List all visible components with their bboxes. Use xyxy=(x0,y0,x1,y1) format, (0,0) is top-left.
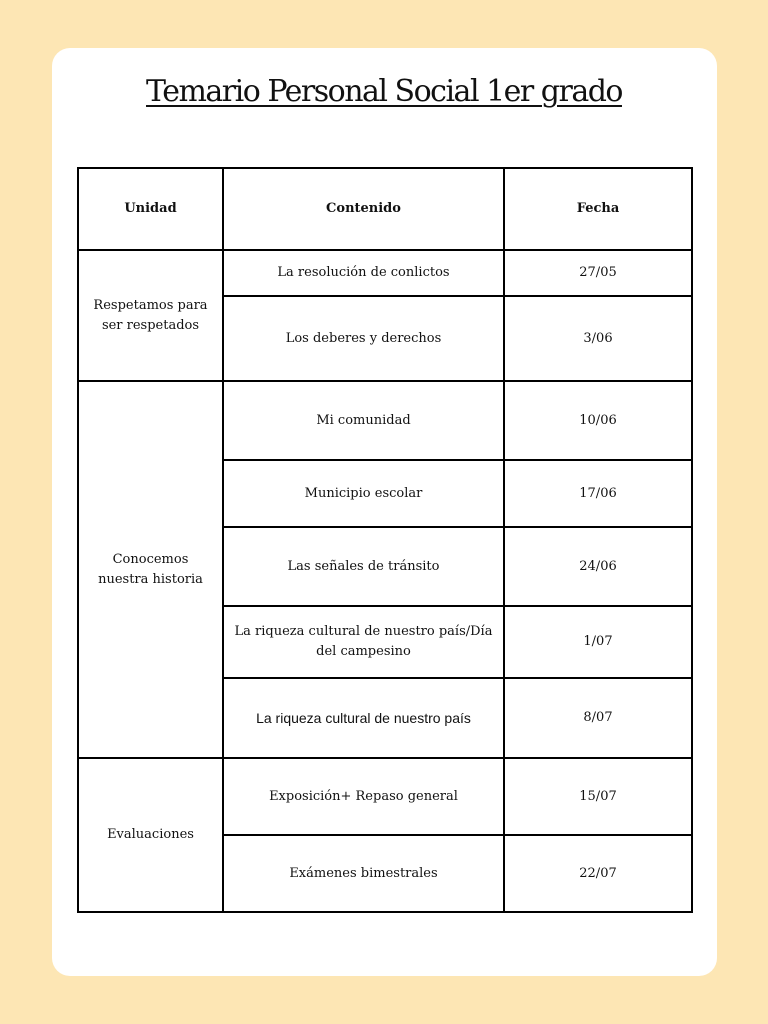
unit-cell: Respetamos para ser respetados xyxy=(78,250,223,381)
date-cell: 15/07 xyxy=(504,758,692,835)
date-cell: 17/06 xyxy=(504,460,692,527)
date-cell: 3/06 xyxy=(504,296,692,381)
content-cell: La riqueza cultural de nuestro país/Día del campesino xyxy=(223,606,504,678)
date-cell: 8/07 xyxy=(504,678,692,758)
date-cell: 22/07 xyxy=(504,835,692,912)
content-cell: Las señales de tránsito xyxy=(223,527,504,606)
table-row xyxy=(78,758,692,835)
content-cell: Los deberes y derechos xyxy=(223,296,504,381)
content-cell: Municipio escolar xyxy=(223,460,504,527)
table-row xyxy=(78,250,692,296)
date-cell: 27/05 xyxy=(504,250,692,296)
date-cell: 1/07 xyxy=(504,606,692,678)
date-cell: 10/06 xyxy=(504,381,692,460)
table-row xyxy=(78,381,692,460)
content-cell: Mi comunidad xyxy=(223,381,504,460)
content-cell: Exámenes bimestrales xyxy=(223,835,504,912)
header-unidad: Unidad xyxy=(78,168,223,250)
content-cell: La resolución de conlictos xyxy=(223,250,504,296)
unit-cell: Conocemos nuestra historia xyxy=(78,381,223,758)
page-title: Temario Personal Social 1er grado xyxy=(146,74,622,109)
content-cell: La riqueza cultural de nuestro país xyxy=(223,678,504,758)
header-fecha: Fecha xyxy=(504,168,692,250)
header-contenido: Contenido xyxy=(223,168,504,250)
unit-cell: Evaluaciones xyxy=(78,758,223,912)
syllabus-table xyxy=(77,167,693,913)
table-header-row xyxy=(78,168,692,250)
date-cell: 24/06 xyxy=(504,527,692,606)
content-cell: Exposición+ Repaso general xyxy=(223,758,504,835)
